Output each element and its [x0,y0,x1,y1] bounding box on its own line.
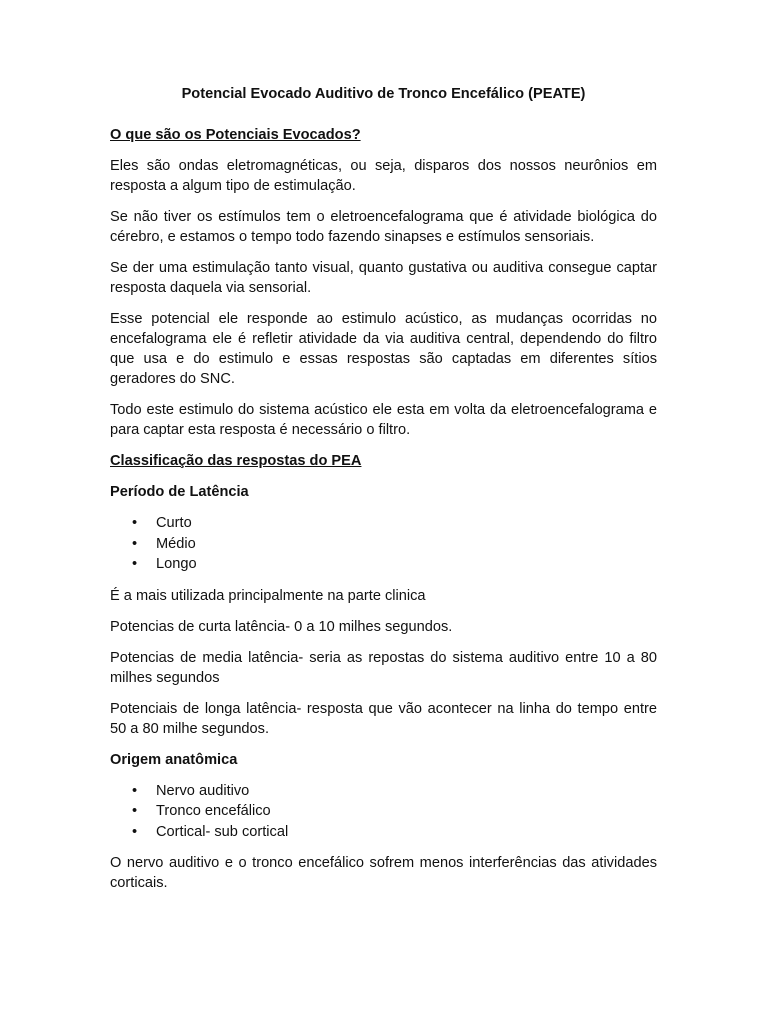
paragraph: É a mais utilizada principalmente na parte clinica [110,587,426,604]
list-item [110,513,657,534]
list-item-label: Curto [156,515,192,531]
bullet-icon: • [132,556,138,572]
section-heading-classificacao: Classificação das respostas do PEA [110,453,362,469]
list-item [110,534,657,555]
bullet-icon: • [132,515,138,531]
paragraph: Esse potencial ele responde ao estimulo acústico, as mudanças ocorridas no encefalograma ele é refletir atividade da via auditiva central, dependendo do filtro que usa e do estimulo e essas respostas são captadas em diferentes sítios geradores do SNC. [110,311,657,387]
paragraph: Potenciais de longa latência- resposta que vão acontecer na linha do tempo entre 50 a 80 milhe segundos. [110,700,657,737]
list-item-label: Cortical- sub cortical [156,823,289,840]
origin-list [110,781,657,843]
list-item [110,554,657,575]
latency-list [110,513,657,575]
list-item-label: Tronco encefálico [156,803,271,819]
bullet-icon: • [132,823,138,840]
list-item-label: Nervo auditivo [156,782,250,799]
paragraph: Eles são ondas eletromagnéticas, ou seja, disparos dos nossos neurônios em resposta a algum tipo de estimulação. [110,158,657,194]
paragraph: Se não tiver os estímulos tem o eletroencefalograma que é atividade biológica do cérebro, e estamos o tempo todo fazendo sinapses e estímulos sensoriais. [110,209,657,245]
list-item [110,822,657,843]
paragraph: Todo este estimulo do sistema acústico ele esta em volta da eletroencefalograma e para captar esta resposta é necessário o filtro. [110,402,657,438]
bullet-icon: • [132,803,138,819]
document-page [110,84,657,904]
list-item [110,801,657,822]
list-item-label: Longo [156,556,197,572]
list-item-label: Médio [156,535,196,552]
paragraph: Potencias de curta latência- 0 a 10 milhes segundos. [110,618,453,635]
section-heading-potenciais-evocados: O que são os Potenciais Evocados? [110,127,361,143]
subheading-periodo-latencia: Período de Latência [110,484,249,500]
paragraph: Potencias de media latência- seria as repostas do sistema auditivo entre 10 a 80 milhes segundos [110,649,657,686]
list-item [110,781,657,802]
document-title: Potencial Evocado Auditivo de Tronco Encefálico (PEATE) [181,86,586,102]
bullet-icon: • [132,782,138,799]
bullet-icon: • [132,535,138,552]
paragraph: Se der uma estimulação tanto visual, quanto gustativa ou auditiva consegue captar resposta daquela via sensorial. [110,260,657,296]
paragraph: O nervo auditivo e o tronco encefálico sofrem menos interferências das atividades corticais. [110,855,657,891]
subheading-origem-anatomica: Origem anatômica [110,751,238,768]
